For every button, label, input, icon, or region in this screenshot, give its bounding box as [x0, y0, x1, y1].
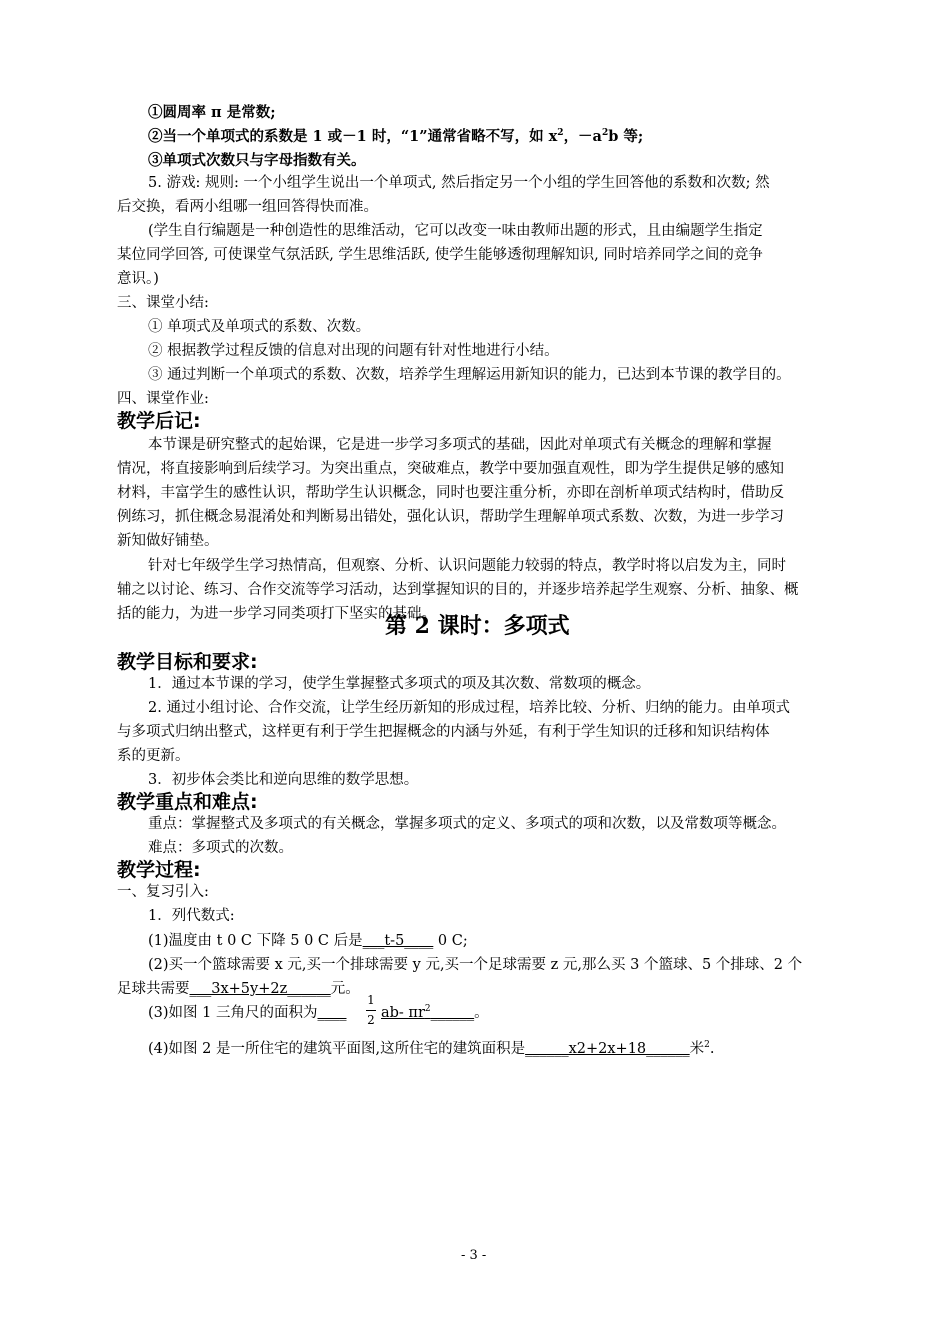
question-2: (2)买一个篮球需要 x 元,买一个排球需要 y 元,买一个足球需要 z 元,那么买 3 个篮球、5 个排球、2 个 [148, 957, 803, 973]
key-point: 重点：掌握整式及多项式的有关概念，掌握多项式的定义、多项式的项和次数，以及常数项等概念。 [148, 816, 786, 832]
section-heading: 四、课堂作业: [117, 391, 209, 407]
fraction-denominator: 2 [367, 1013, 375, 1027]
afterword-line: 情况，将直接影响到后续学习。为突出重点，突破难点，教学中要加强直观性，即为学生提供足够的感知 [117, 461, 784, 477]
game-line: 5. 游戏: 规则: 一个小组学生说出一个单项式, 然后指定另一个小组的学生回答他的系数和次数; 然 [148, 175, 770, 191]
summary-item: ③ 通过判断一个单项式的系数、次数，培养学生理解运用新知识的能力，已达到本节课的教学目的。 [148, 367, 791, 383]
goal-item: 2. 通过小组讨论、合作交流，让学生经历新知的形成过程，培养比较、分析、归纳的能力。由单项式 [148, 700, 790, 716]
game-line: 某位同学回答, 可使课堂气氛活跃, 学生思维活跃, 使学生能够透彻理解知识, 同时培养同学之间的竞争 [117, 247, 763, 263]
answer-blank: ___t-5____ [362, 933, 434, 949]
goal-item: 与多项式归纳出整式，这样更有利于学生把握概念的内涵与外延，有利于学生知识的迁移和知识结构体 [117, 724, 770, 740]
question-4: (4)如图 2 是一所住宅的建筑平面图,这所住宅的建筑面积是______x2+2x+18______米$^2$. [148, 1040, 715, 1057]
process-heading: 教学过程: [117, 859, 201, 881]
goals-heading: 教学目标和要求: [117, 651, 258, 673]
answer-blank: ______x2+2x+18______ [525, 1041, 690, 1057]
lesson-title: 第 2 课时：多项式 [385, 613, 570, 639]
difficulty-point: 难点：多项式的次数。 [148, 840, 293, 856]
question-2-cont: 足球共需要___3x+5y+2z______元。 [117, 981, 360, 997]
page-number: - 3 - [461, 1248, 487, 1263]
key-points-heading: 教学重点和难点: [117, 791, 258, 813]
game-line: 意识。) [117, 271, 159, 287]
section-heading: 一、复习引入: [117, 884, 209, 900]
afterword-line: 材料，丰富学生的感性认识，帮助学生认识概念，同时也要注重分析，亦即在剖析单项式结构时，借助反 [117, 485, 784, 501]
goal-item: 1．通过本节课的学习，使学生掌握整式多项式的项及其次数、常数项的概念。 [148, 676, 651, 692]
afterword-line: 本节课是研究整式的起始课，它是进一步学习多项式的基础，因此对单项式有关概念的理解和掌握 [148, 437, 772, 453]
afterword-line: 括的能力，为进一步学习同类项打下坚实的基础。 [117, 606, 436, 622]
afterword-line: 针对七年级学生学习热情高，但观察、分析、认识问题能力较弱的特点，教学时将以启发为主，同时 [148, 558, 786, 574]
summary-item: ② 根据教学过程反馈的信息对出现的问题有针对性地进行小结。 [148, 343, 559, 359]
note-line: ②当一个单项式的系数是 1 或－1 时，“1”通常省略不写，如 $x^2$，$-a^2b$ 等; [148, 128, 644, 145]
answer-blank: ___3x+5y+2z______ [189, 981, 331, 997]
afterword-line: 例练习，抓住概念易混淆处和判断易出错处，强化认识，帮助学生理解单项式系数、次数，为进一步学习 [117, 509, 784, 525]
game-line: 后交换，看两小组哪一组回答得快而准。 [117, 199, 378, 215]
fraction-bar [366, 1010, 376, 1011]
afterword-heading: 教学后记: [117, 410, 201, 432]
note-line: ①圆周率 π 是常数; [148, 104, 276, 121]
afterword-line: 新知做好铺垫。 [117, 533, 219, 549]
question-intro: 1．列代数式: [148, 908, 235, 924]
question-3-answer: ab- $\pi r^2\_\_\_\_\_\_$。 [381, 1004, 489, 1021]
fraction-numerator: 1 [367, 993, 375, 1007]
goal-item: 3．初步体会类比和逆向思维的数学思想。 [148, 772, 419, 788]
note-line: ③单项式次数只与字母指数有关。 [148, 152, 366, 169]
answer-blank: ____ [317, 1005, 347, 1021]
game-line: (学生自行编题是一种创造性的思维活动，它可以改变一味由教师出题的形式，且由编题学生指定 [148, 223, 763, 239]
question-1: (1)温度由 t 0 C 下降 5 0 C 后是___t-5____ 0 C; [148, 933, 468, 949]
summary-item: ① 单项式及单项式的系数、次数。 [148, 319, 371, 335]
goal-item: 系的更新。 [117, 748, 190, 764]
section-heading: 三、课堂小结: [117, 295, 209, 311]
question-3: (3)如图 1 三角尺的面积为____ [148, 1005, 347, 1021]
afterword-line: 辅之以讨论、练习、合作交流等学习活动，达到掌握知识的目的，并逐步培养起学生观察、分析、抽象、概 [117, 582, 799, 598]
